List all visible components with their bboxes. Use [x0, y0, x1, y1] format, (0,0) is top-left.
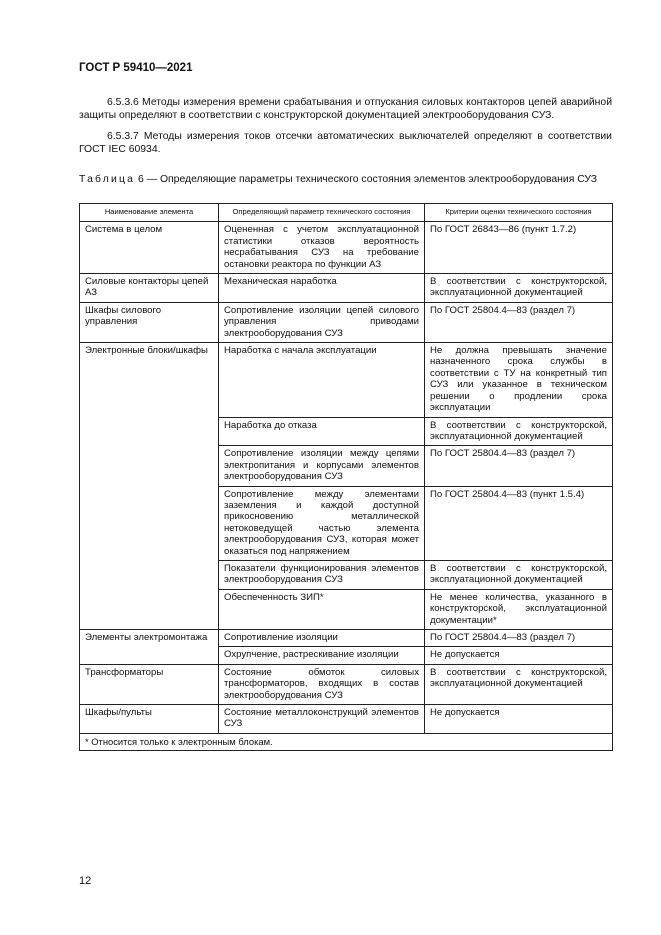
criteria-cell: В соответствии с конструкторской, эксплуатационной документацией — [425, 274, 613, 303]
parameter-cell: Обеспеченность ЗИП* — [219, 589, 425, 629]
element-cell: Трансформаторы — [80, 664, 219, 704]
criteria-cell: В соответствии с конструкторской, эксплуатационной документацией — [425, 560, 613, 589]
parameters-table — [79, 203, 613, 751]
criteria-cell: В соответствии с конструкторской, эксплуатационной документацией — [425, 417, 613, 446]
column-header-element: Наименование элемента — [80, 204, 219, 222]
table-row — [80, 302, 613, 342]
parameter-cell: Механическая наработка — [219, 274, 425, 303]
parameter-cell: Сопротивление между элементами заземления и каждой доступной прикосновению металлической нетоковедущей частью элемента электрооборудования СУЗ, которая может оказаться под напряжением — [219, 486, 425, 560]
table-caption — [79, 173, 612, 186]
table-row — [80, 664, 613, 704]
page-number: 12 — [79, 875, 92, 887]
criteria-cell: По ГОСТ 25804.4—83 (раздел 7) — [425, 630, 613, 647]
document-header: ГОСТ Р 59410—2021 — [79, 62, 193, 74]
criteria-cell: По ГОСТ 25804.4—83 (раздел 7) — [425, 302, 613, 342]
parameter-cell: Сопротивление изоляции цепей силового управления приводами электрооборудования СУЗ — [219, 302, 425, 342]
parameter-cell: Состояние металлоконструкций элементов СУЗ — [219, 705, 425, 734]
column-header-parameter: Определяющий параметр технического состояния — [219, 204, 425, 222]
element-cell: Электронные блоки/шкафы — [80, 343, 219, 630]
table-row — [80, 222, 613, 274]
criteria-cell: По ГОСТ 25804.4—83 (пункт 1.5.4) — [425, 486, 613, 560]
table-row — [80, 274, 613, 303]
paragraph-text: 6.5.3.6 Методы измерения времени срабатывания и отпускания силовых контакторов цепей аварийной защиты определяют в соответствии с конструкторской документацией электрооборудования СУЗ. — [79, 97, 612, 122]
parameter-cell: Наработка с начала эксплуатации — [219, 343, 425, 417]
parameter-cell: Показатели функционирования элементов электрооборудования СУЗ — [219, 560, 425, 589]
column-header-criteria: Критерии оценки технического состояния — [425, 204, 613, 222]
criteria-cell: Не менее количества, указанного в конструкторской, эксплуатационной документации* — [425, 589, 613, 629]
table-row — [80, 630, 613, 647]
table-header-row — [80, 204, 613, 222]
paragraph-text: 6.5.3.7 Методы измерения токов отсечки автоматических выключателей определяют в соответствии ГОСТ IEC 60934. — [79, 131, 612, 156]
element-cell: Шкафы/пульты — [80, 705, 219, 734]
parameter-cell: Сопротивление изоляции между цепями электропитания и корпусами элементов электрооборудования СУЗ — [219, 446, 425, 486]
parameter-cell: Сопротивление изоляции — [219, 630, 425, 647]
criteria-cell: Не допускается — [425, 705, 613, 734]
element-cell: Элементы электромонтажа — [80, 630, 219, 665]
parameter-cell: Наработка до отказа — [219, 417, 425, 446]
criteria-cell: По ГОСТ 26843—86 (пункт 1.7.2) — [425, 222, 613, 274]
paragraph-6-5-3-6 — [79, 96, 612, 123]
table-footnote-row — [80, 733, 613, 750]
criteria-cell: В соответствии с конструкторской, эксплуатационной документацией — [425, 664, 613, 704]
element-cell: Система в целом — [80, 222, 219, 274]
table-caption-label: Таблица — [79, 174, 136, 185]
criteria-cell: Не допускается — [425, 647, 613, 664]
criteria-cell: По ГОСТ 25804.4—83 (раздел 7) — [425, 446, 613, 486]
element-cell: Шкафы силового управления — [80, 302, 219, 342]
table-footnote: * Относится только к электронным блокам. — [80, 733, 613, 750]
element-cell: Силовые контакторы цепей АЗ — [80, 274, 219, 303]
paragraph-6-5-3-7 — [79, 130, 612, 157]
table-row — [80, 705, 613, 734]
table-caption-text: 6 — Определяющие параметры технического состояния элементов электрооборудования СУЗ — [138, 174, 598, 185]
parameter-cell: Состояние обмоток силовых трансформаторов, входящих в состав электрооборудования СУЗ — [219, 664, 425, 704]
table-row — [80, 343, 613, 417]
parameter-cell: Охрупчение, растрескивание изоляции — [219, 647, 425, 664]
parameter-cell: Оцененная с учетом эксплуатационной статистики отказов вероятность несрабатывания СУЗ на требование остановки реактора по функции АЗ — [219, 222, 425, 274]
criteria-cell: Не должна превышать значение назначенного срока службы в соответствии с ТУ на конкретный тип СУЗ или указанное в техническом решении о продлении срока эксплуатации — [425, 343, 613, 417]
